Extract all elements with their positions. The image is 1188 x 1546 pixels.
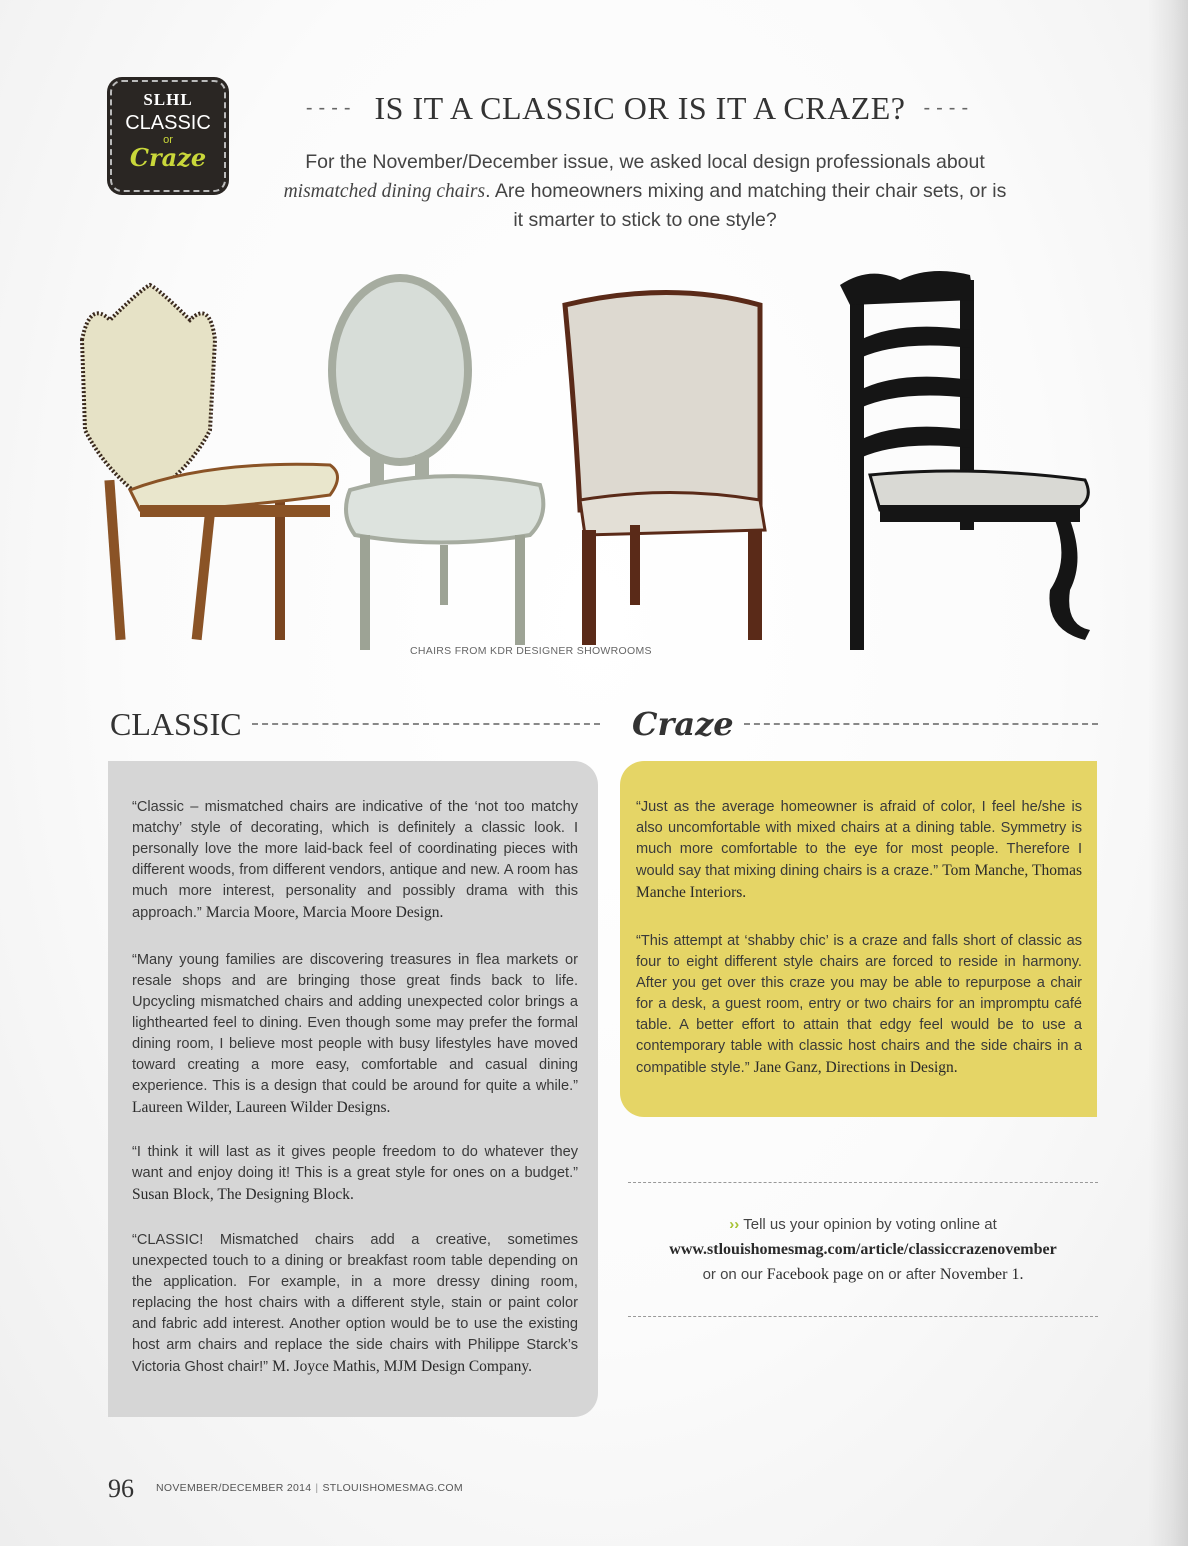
quote-attribution: M. Joyce Mathis, MJM Design Company.	[272, 1358, 532, 1375]
classic-quote-4	[132, 1230, 578, 1378]
footer-info	[156, 1482, 463, 1494]
title-dashes-right: ----	[923, 96, 975, 119]
craze-heading: Craze	[632, 705, 734, 743]
classic-quote-2	[132, 950, 578, 1119]
vote-date: November 1.	[939, 1266, 1024, 1283]
curved-arm-chair	[565, 293, 765, 646]
logo-craze: Craze	[129, 143, 207, 172]
quote-attribution: Tom Manche, Thomas Manche Interiors.	[636, 862, 1082, 901]
craze-quote-2	[636, 931, 1082, 1079]
quote-text: “Classic – mismatched chairs are indicative of the ‘not too matchy matchy’ style of decorating, which is definitely a classic look. I personally love the more laid-back feel of coordinating pieces with different woods, from different vendors, antique and new. A room has much more interest, personality and possibly drama with this approach.”	[132, 799, 578, 921]
quote-text: “Just as the average homeowner is afraid of color, I feel he/she is also uncomfortable with mixed chairs at a dining table. Symmetry is much more comfortable to the eye for most people. Therefore I would say that mixing dining chairs is a craze.”	[636, 799, 1082, 879]
classic-heading: CLASSIC	[110, 705, 242, 742]
intro-text-after: . Are homeowners mixing and matching their chair sets, or is it smarter to stick to one style?	[485, 179, 1007, 231]
quote-text: “Many young families are discovering treasures in flea markets or resale shops and are bringing those great finds back to life. Upcycling mismatched chairs and adding unexpected color brings a lighthearted feel to dining. Even though some may prefer the formal dining room, I believe most people with busy lifestyles have moved toward creating a more easy, comfortable and casual dining experience. This is a design that could be around for quite a while.”	[132, 952, 578, 1094]
logo-classic: CLASSIC	[125, 112, 211, 134]
footer-issue: NOVEMBER/DECEMBER 2014	[156, 1482, 312, 1494]
oval-back-chair	[332, 278, 543, 650]
classic-quote-3	[132, 1142, 578, 1206]
craze-heading-row	[632, 702, 1098, 746]
classic-heading-row	[110, 702, 600, 746]
vote-url-link[interactable]: www.stlouishomesmag.com/article/classiccrazenovember	[669, 1241, 1057, 1258]
quote-attribution: Jane Ganz, Directions in Design.	[753, 1059, 958, 1076]
arrow-icon: ››	[729, 1216, 740, 1233]
quote-attribution: Susan Block, The Designing Block.	[132, 1186, 354, 1203]
title-dashes-left: ----	[305, 96, 357, 119]
vote-or-text: or on our	[702, 1266, 767, 1283]
classic-quote-1	[132, 797, 578, 924]
vote-line-1	[628, 1212, 1098, 1237]
footer-separator: |	[315, 1482, 319, 1494]
shield-back-chair	[82, 285, 338, 640]
vote-line-3	[628, 1262, 1098, 1287]
logo-or: or	[163, 134, 173, 146]
quote-attribution: Marcia Moore, Marcia Moore Design.	[205, 904, 444, 921]
footer-site: STLOUISHOMESMAG.COM	[322, 1482, 463, 1494]
quote-text: “This attempt at ‘shabby chic’ is a craze and falls short of classic as four to eight different style chairs are forced to reside in harmony. After you get over this craze you may be able to repurpose a chair for a desk, a guest room, entry or two chairs for an impromptu café table. A better effort to attain that edgy feel would be to use a contemporary table with classic host chairs and the side chairs in a compatible style.”	[636, 933, 1082, 1076]
quote-text: “CLASSIC! Mismatched chairs add a creative, sometimes unexpected touch to a dining or breakfast room table depending on the application. For example, in a more dressy dining room, replacing the host chairs with a different style, stain or paint color and fabric add interest. Another option would be to use the existing host arm chairs and replace the side chairs with Philippe Starck’s Victoria Ghost chair!”	[132, 1232, 578, 1375]
classic-heading-dashes	[252, 723, 600, 725]
intro-text-before: For the November/December issue, we asked local design professionals about	[305, 150, 985, 173]
facebook-page-link[interactable]: Facebook page	[766, 1266, 864, 1283]
chairs-photo	[70, 260, 1110, 660]
photo-caption: CHAIRS FROM KDR DESIGNER SHOWROOMS	[410, 645, 652, 657]
quote-text: “I think it will last as it gives people freedom to do whatever they want and enjoy doing it! This is a great style for ones on a budget.”	[132, 1144, 578, 1181]
page-spine-shadow	[1148, 0, 1188, 1546]
ladder-back-chair	[840, 271, 1090, 650]
title-row	[280, 88, 1000, 128]
vote-divider-bottom	[628, 1316, 1098, 1317]
quote-attribution: Laureen Wilder, Laureen Wilder Designs.	[132, 1099, 391, 1116]
vote-callout	[628, 1212, 1098, 1287]
intro-emphasis: mismatched dining chairs	[283, 180, 486, 202]
logo-slhl: SLHL	[143, 90, 193, 109]
craze-heading-dashes	[744, 723, 1098, 725]
page-title: IS IT A CLASSIC OR IS IT A CRAZE?	[374, 89, 906, 126]
slhl-classic-or-craze-logo	[110, 80, 226, 192]
craze-quote-1	[636, 797, 1082, 904]
vote-intro: Tell us your opinion by voting online at	[743, 1216, 997, 1233]
intro-paragraph	[280, 148, 1010, 235]
vote-divider-top	[628, 1182, 1098, 1183]
page-number: 96	[108, 1474, 134, 1503]
vote-after-text: on or after	[863, 1266, 940, 1283]
